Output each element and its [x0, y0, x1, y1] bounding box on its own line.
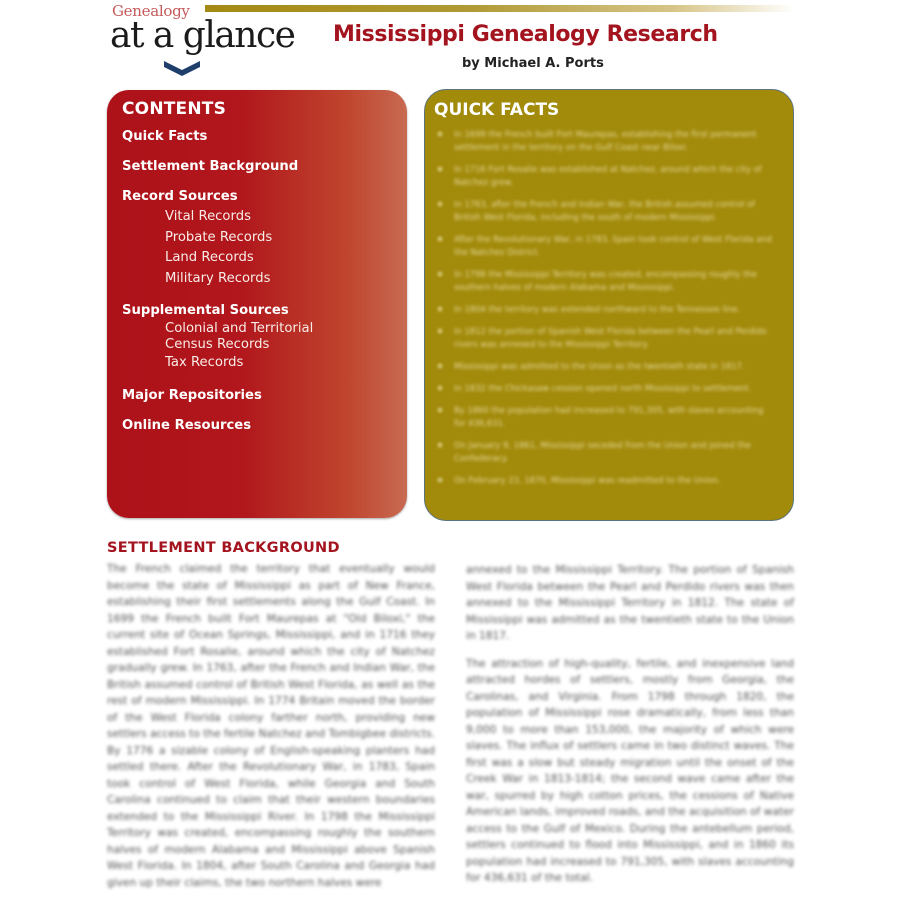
- toc-item-major-repositories[interactable]: Major Repositories: [122, 387, 262, 403]
- toc-item-online-resources[interactable]: Online Resources: [122, 417, 252, 433]
- quick-fact-item: In 1812 the portion of Spanish West Florida between the Pearl and Perdido rivers was annexed to the Mississippi Territory.: [435, 325, 775, 351]
- settlement-left-column: [107, 561, 435, 902]
- body-paragraph: The attraction of high-quality, fertile, and inexpensive land attracted hordes of settlers, mostly from Georgia, the Carolinas, and Virginia. From 1798 through 1820, the population of Mississippi rose dramatically, from less than 9,000 to more than 153,000, the majority of which were slaves. The influx of settlers came in two distinct waves. The first was a slow but steady migration until the onset of the Creek War in 1813-1814; the second wave came after the war, spurred by high cotton prices, the cessions of Native American lands, improved roads, and the acquisition of water access to the Gulf of Mexico. During the antebellum period, settlers continued to flood into Mississippi, and in 1860 its population had increased to 791,305, with slaves accounting for 436,631 of the total.: [466, 657, 794, 884]
- chevron-down-icon: [162, 58, 202, 78]
- toc-subitem-probate-records[interactable]: Probate Records: [165, 229, 273, 245]
- quick-facts-heading: QUICK FACTS: [434, 100, 560, 120]
- page-title: Mississippi Genealogy Research: [333, 22, 718, 47]
- contents-panel: [107, 90, 407, 518]
- toc-subitem-census-records[interactable]: Census Records: [165, 337, 270, 352]
- toc-item-quick-facts[interactable]: Quick Facts: [122, 129, 208, 144]
- toc-subitem-tax-records[interactable]: Tax Records: [165, 355, 244, 370]
- toc-subitem-colonial-territorial[interactable]: Colonial and Territorial: [165, 321, 314, 336]
- toc-subitem-military-records[interactable]: Military Records: [165, 270, 271, 286]
- quick-fact-item: On February 23, 1870, Mississippi was readmitted to the Union.: [435, 474, 775, 487]
- quick-fact-item: In 1716 Fort Rosalie was established at Natchez, around which the city of Natchez grew.: [435, 163, 775, 189]
- quick-facts-list: [435, 128, 775, 496]
- quick-fact-item: In 1763, after the French and Indian War, the British assumed control of British West Florida, including the south of modern Mississippi.: [435, 198, 775, 224]
- quick-fact-item: After the Revolutionary War, in 1783, Spain took control of West Florida and the Natchez District.: [435, 233, 775, 259]
- toc-subitem-land-records[interactable]: Land Records: [165, 250, 254, 265]
- body-paragraph: The French claimed the territory that eventually would become the state of Mississippi as part of New France, establishing their first settlements along the Gulf Coast. In 1699 the French built Fort Maurepas at "Old Biloxi," the current site of Ocean Springs, Mississippi, and in 1716 they established Fort Rosalie, around which the city of Natchez gradually grew. In 1763, after the French and Indian War, the British assumed control of British West Florida, as well as the rest of modern Mississippi. In 1774 Britain moved the border of the West Florida colony farther north, providing new settlers access to the fertile Natchez and Tombigbee districts. By 1776 a sizable colony of English-speaking planters had settled there. After the Revolutionary War, in 1783, Spain took control of West Florida, while Georgia and South Carolina continued to claim that their western boundaries extended to the Mississippi River. In 1798 the Mississippi Territory was created, encompassing roughly the southern halves of modern Alabama and Mississippi above Spanish West Florida. In 1804, after South Carolina and Georgia had given up their claims, the two northern halves were: [107, 563, 435, 889]
- settlement-right-column: [466, 562, 794, 898]
- toc-item-record-sources[interactable]: Record Sources: [122, 189, 238, 204]
- quick-fact-item: Mississippi was admitted to the Union as the twentieth state in 1817.: [435, 360, 775, 373]
- body-paragraph: annexed to the Mississippi Territory. The portion of Spanish West Florida between the Pearl and Perdido rivers was then annexed to the Mississippi Territory in 1812. The state of Mississippi was admitted as the twentieth state to the Union in 1817.: [466, 564, 794, 642]
- quick-fact-item: In 1832 the Chickasaw cession opened north Mississippi to settlement.: [435, 382, 775, 395]
- settlement-background-heading: SETTLEMENT BACKGROUND: [107, 540, 340, 556]
- toc-subitem-vital-records[interactable]: Vital Records: [165, 209, 251, 224]
- quick-fact-item: By 1860 the population had increased to 791,305, with slaves accounting for 436,631.: [435, 404, 775, 430]
- quick-fact-item: In 1699 the French built Fort Maurepas, establishing the first permanent settlement in the territory on the Gulf Coast near Biloxi.: [435, 128, 775, 154]
- quick-fact-item: In 1804 the territory was extended northward to the Tennessee line.: [435, 303, 775, 316]
- toc-item-settlement-background[interactable]: Settlement Background: [122, 159, 299, 174]
- toc-item-supplemental-sources[interactable]: Supplemental Sources: [122, 303, 289, 318]
- quick-fact-item: On January 9, 1861, Mississippi seceded from the Union and joined the Confederacy.: [435, 439, 775, 465]
- logo-genealogy-text: Genealogy: [112, 2, 190, 20]
- logo-at-a-glance-text: at a glance: [110, 15, 295, 56]
- quick-facts-panel: [424, 89, 794, 521]
- table-of-contents: [122, 128, 397, 447]
- page-author: by Michael A. Ports: [462, 56, 604, 71]
- header-gold-bar: [205, 5, 795, 12]
- quick-fact-item: In 1798 the Mississippi Territory was created, encompassing roughly the southern halves of modern Alabama and Mississippi.: [435, 268, 775, 294]
- contents-heading: CONTENTS: [122, 99, 227, 119]
